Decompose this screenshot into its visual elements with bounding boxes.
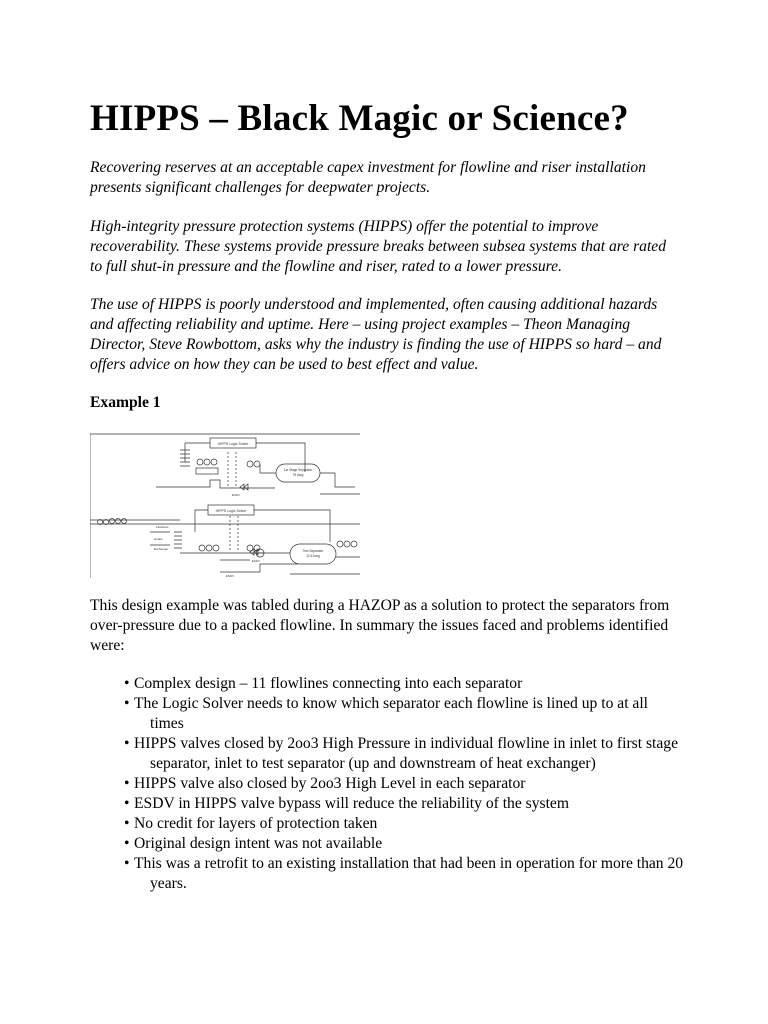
issues-list — [124, 674, 684, 894]
bottom-separator-label: Test Separator — [302, 549, 324, 553]
list-item: • The Logic Solver needs to know which separator each flowline is lined up to at all times — [124, 695, 649, 732]
list-item: • Complex design – 11 flowlines connecting into each separator — [124, 675, 523, 692]
bullet-icon: • — [124, 795, 130, 812]
list-item: • HIPPS valve also closed by 2oo3 High Level in each separator — [124, 775, 526, 792]
intro-paragraph-3: The use of HIPPS is poorly understood and implemented, often causing additional hazards and affecting reliability and uptime. Here – using project examples – Theon Managing Director, Steve Rowbottom, asks why the industry is finding the use of HIPPS so hard – and offers advice on how they can be used to best effect and value. — [90, 296, 662, 373]
bullet-icon: • — [124, 695, 130, 712]
bottom-esdv-valve — [250, 549, 258, 555]
intro-paragraph-2: High-integrity pressure protection systems (HIPPS) offer the potential to improve recoverability. These systems provide pressure breaks between subsea systems that are rated to full shut-in pressure and the flowline and riser, rated to a lower pressure. — [90, 218, 666, 275]
bullet-icon: • — [124, 735, 130, 752]
heater-label: Heater — [154, 537, 164, 541]
top-separator-label: 1st Stage Separator — [283, 468, 313, 472]
bullet-icon: • — [124, 815, 130, 832]
intro-paragraph-1: Recovering reserves at an acceptable capex investment for flowline and riser installation presents significant challenges for deepwater projects. — [90, 159, 646, 196]
lower-esdv-label: ESDV — [225, 574, 235, 578]
bottom-inlet-manifold — [174, 532, 182, 548]
bullet-icon: • — [124, 835, 130, 852]
top-esdv-valve — [240, 484, 248, 490]
list-item: • No credit for layers of protection taken — [124, 815, 378, 832]
bottom-transmitter-group — [98, 519, 358, 552]
list-item: • Original design intent was not available — [124, 835, 383, 852]
list-item: • HIPPS valves closed by 2oo3 High Pressure in individual flowline in inlet to first stage separator, inlet to test separator (up and downstream of heat exchanger) — [124, 735, 678, 772]
list-item: • This was a retrofit to an existing installation that had been in operation for more than 20 years. — [124, 855, 684, 892]
body-paragraph: This design example was tabled during a HAZOP as a solution to protect the separators from over-pressure due to a packed flowline. In summary the issues faced and problems identified were: — [90, 597, 670, 654]
exchanger-label: Exchanger — [154, 547, 169, 551]
bottom-separator-rating: 12.5 barg — [306, 554, 320, 558]
top-esdv-label: ESDV — [231, 493, 241, 497]
list-item: • ESDV in HIPPS valve bypass will reduce the reliability of the system — [124, 795, 569, 812]
bullet-icon: • — [124, 855, 130, 872]
flowlines-label: Flowlines — [156, 525, 169, 529]
bottom-esdv-label: ESDV — [251, 559, 261, 563]
bullet-icon: • — [124, 775, 130, 792]
bullet-icon: • — [124, 675, 130, 692]
bottom-logic-solver-label: HIPPS Logic Solver — [215, 509, 247, 513]
example-heading: Example 1 — [90, 394, 161, 411]
top-separator-rating: 75 barg — [292, 473, 304, 477]
top-logic-solver-label: HIPPS Logic Solver — [217, 442, 249, 446]
page-title: HIPPS – Black Magic or Science? — [90, 98, 629, 139]
hipps-schematic-diagram — [90, 432, 362, 578]
